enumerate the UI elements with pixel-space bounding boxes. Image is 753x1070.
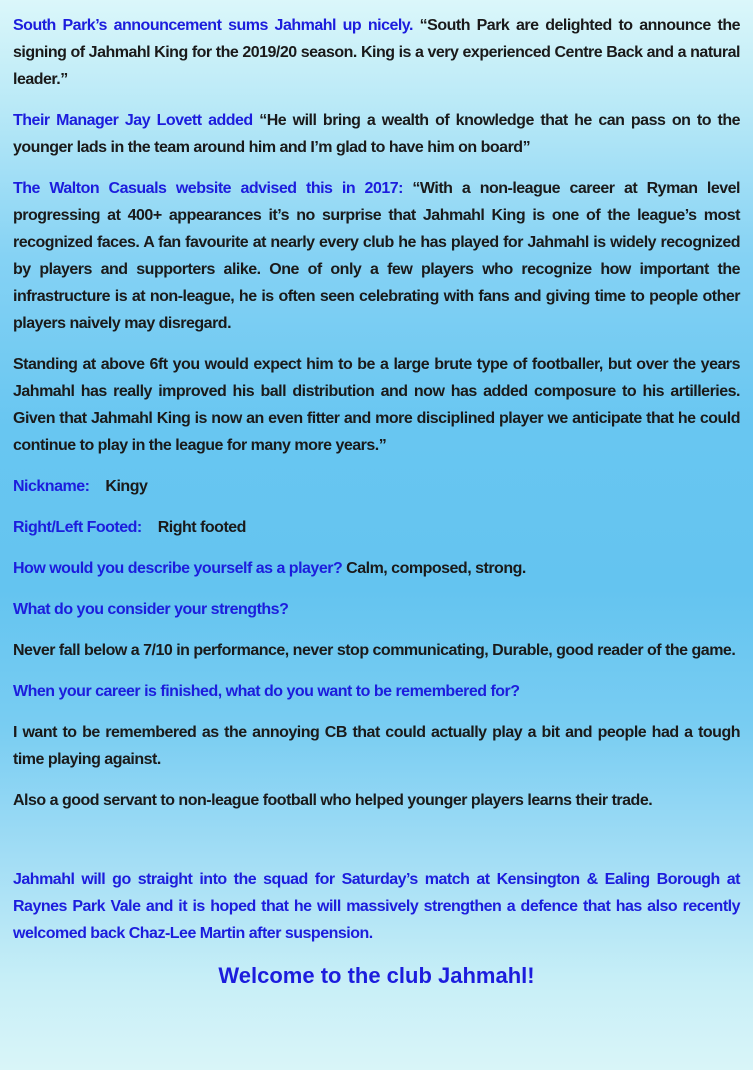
announcement-paragraph: [13, 12, 740, 93]
welcome-text: Welcome to the club Jahmahl!: [218, 963, 535, 988]
website-lead: The Walton Casuals website advised this in 2017:: [13, 180, 403, 197]
manager-quote: “He will bring a wealth of knowledge that he can pass on to the younger lads in the team around him and I’m glad to have him on board”: [13, 112, 740, 156]
question-remembered: When your career is finished, what do you want to be remembered for?: [13, 683, 520, 700]
question-remembered-line: [13, 678, 740, 705]
answer-remembered-paragraph: [13, 719, 740, 773]
answer-remembered-2: Also a good servant to non-league football who helped younger players learns their trade.: [13, 792, 653, 809]
answer-describe: Calm, composed, strong.: [342, 560, 526, 577]
announcement-lead: South Park’s announcement sums Jahmahl up nicely.: [13, 17, 413, 34]
footed-value: Right footed: [157, 519, 246, 536]
manager-quote-paragraph: [13, 107, 740, 161]
welcome-line: [13, 961, 740, 991]
closing-paragraph: [13, 866, 740, 947]
manager-lead: Their Manager Jay Lovett added: [13, 112, 253, 129]
question-describe-line: [13, 555, 740, 582]
footed-line: [13, 514, 740, 541]
announcement-quote: “South Park are delighted to announce the signing of Jahmahl King for the 2019/20 season. King is a very experienced Centre Back and a natural leader.”: [13, 17, 740, 88]
nickname-line: [13, 473, 740, 500]
nickname-value: Kingy: [105, 478, 148, 495]
footed-label: Right/Left Footed:: [13, 519, 142, 536]
answer-remembered-1: I want to be remembered as the annoying CB that could actually play a bit and people had a tough time playing against.: [13, 724, 740, 768]
question-strengths: What do you consider your strengths?: [13, 601, 289, 618]
answer-strengths: Never fall below a 7/10 in performance, never stop communicating, Durable, good reader of the game.: [13, 642, 736, 659]
website-quote: “With a non-league career at Ryman level progressing at 400+ appearances it’s no surprise that Jahmahl King is one of the league’s most recognized faces. A fan favourite at nearly every club he has played for Jahmahl is widely recognized by players and supporters alike. One of only a few players who recognize how important the infrastructure is at non-league, he is often seen celebrating with fans and giving time to people other players naively may disregard.: [13, 180, 740, 332]
nickname-label: Nickname:: [13, 478, 90, 495]
closing-text: Jahmahl will go straight into the squad for Saturday’s match at Kensington & Ealing Borough at Raynes Park Vale and it is hoped that he will massively strengthen a defence that has also recently welcomed back Chaz-Lee Martin after suspension.: [13, 871, 740, 942]
description-text: Standing at above 6ft you would expect him to be a large brute type of footballer, but over the years Jahmahl has really improved his ball distribution and now has added composure to his artilleries. Given that Jahmahl King is now an even fitter and more disciplined player we anticipate that he could continue to play in the league for many more years.”: [13, 356, 740, 454]
answer-servant-paragraph: [13, 787, 740, 814]
website-paragraph: [13, 175, 740, 337]
question-strengths-line: [13, 596, 740, 623]
description-paragraph: [13, 351, 740, 459]
answer-strengths-paragraph: [13, 637, 740, 664]
question-describe: How would you describe yourself as a player?: [13, 560, 343, 577]
